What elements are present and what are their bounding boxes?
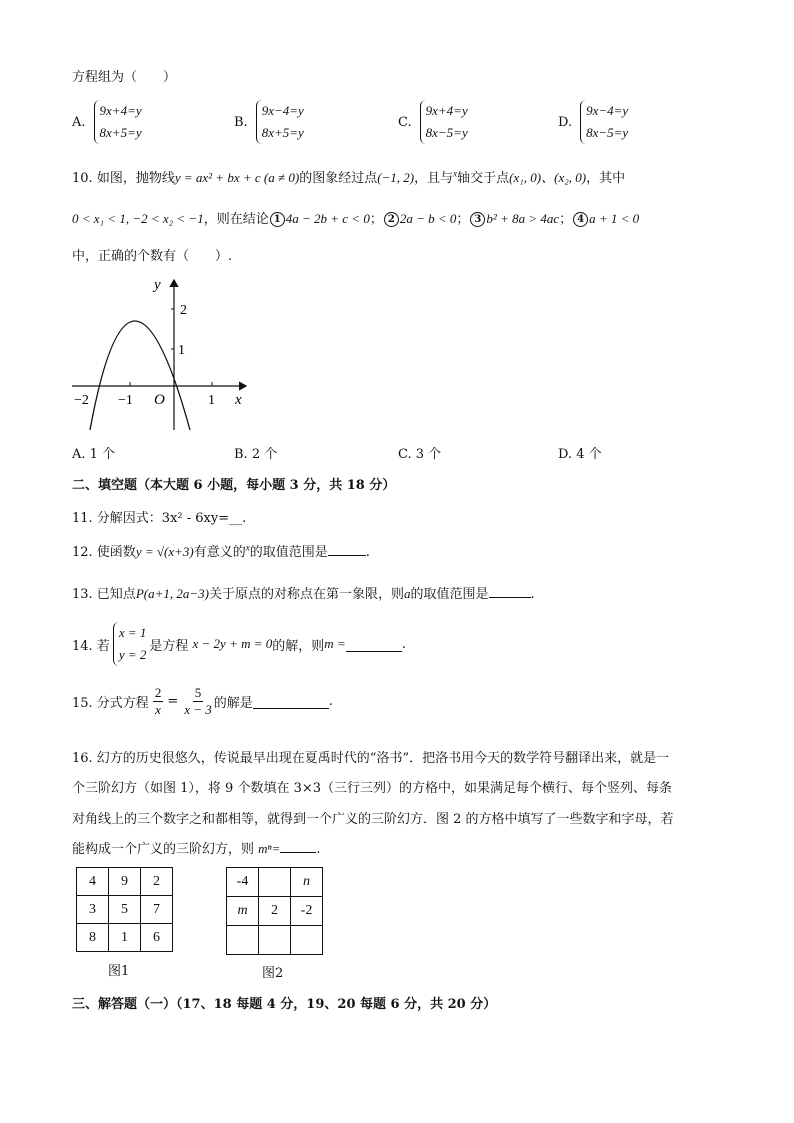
option-label: B. [234,114,248,130]
text: 如图，抛物线 [96,171,175,186]
answer-blank[interactable] [253,694,329,709]
circled-1: 1 [270,212,285,227]
conclusion-4: a + 1 < 0 [589,211,640,226]
answer-blank[interactable] [328,555,366,556]
section-2-heading: 二、填空题（本大题 6 小题，每小题 3 分，共 18 分） [72,478,396,493]
grid-cell [227,926,259,955]
q9-tail: 方程组为（ ） [72,70,177,85]
equation: 9x+4=y [425,103,468,118]
equation: 9x+4=y [99,103,142,118]
points-expr: (x₁, 0)、(x₂, 0) [509,170,587,185]
fraction [153,685,164,718]
q16-line2: 个三阶幻方（如图 1），将 9 个数填在 3×3（三行三列）的方格中，如果满足每个横行、每个竖列、每条 [72,781,673,796]
text: . [365,545,370,560]
text: 12. 使函数 [72,545,136,560]
q14 [72,622,406,666]
tick-label: 2 [180,303,187,318]
grid-cell: 4 [77,868,109,896]
equation: x − 2y + m = 0 [192,636,273,651]
answer-blank[interactable] [489,597,531,598]
text: 13. 已知点 [72,587,136,602]
equation: x = 1 [118,625,147,640]
text: 的取值范围是 [410,587,489,602]
option-label: C. [398,114,412,130]
fraction [182,685,214,718]
q16-line4 [72,838,321,857]
grid-cell: m [227,897,259,926]
text: ，其中 [586,171,626,186]
y-label: y [154,277,161,293]
grid-cell: 2 [141,868,173,896]
magic-square-figure-2 [226,867,323,955]
question-number: 10. [72,171,93,186]
grid-cell [259,926,291,955]
separator: ； [559,212,573,227]
text: 关于原点的对称点在第一象限，则 [208,587,404,602]
q10-line2 [72,208,639,227]
grid-cell: 1 [109,924,141,952]
grid-cell: 3 [77,896,109,924]
circled-3: 3 [470,212,485,227]
grid-cell [259,868,291,897]
text: 15. 分式方程 [72,696,149,711]
equation: 8x+5=y [261,125,304,140]
tick-label: 1 [208,393,215,408]
equation: y = 2 [118,647,147,662]
text: 有意义的 [193,545,246,560]
q10-option-b: B. 2 个 [234,447,278,462]
equation: 8x+5=y [99,125,142,140]
tick-label: −1 [118,393,133,408]
separator: ； [456,212,470,227]
x-var: x [245,542,250,553]
section-3-heading: 三、解答题（一）（17、18 每题 4 分，19、20 每题 6 分，共 20 分） [72,997,497,1012]
q9-option-b [234,100,304,144]
q9-option-d [558,100,628,144]
grid-cell: -4 [227,868,259,897]
text: 能构成一个广义的三阶幻方，则 [72,842,259,857]
equation: 9x−4=y [586,103,629,118]
grid-cell: 6 [141,924,173,952]
q15 [72,685,333,718]
text: 14. 若 [72,638,110,654]
circled-4: 4 [573,212,588,227]
answer-blank[interactable] [280,852,316,853]
conclusion-3: b² + 8a > 4ac [486,211,560,226]
function-expr: y = √(x+3) [135,544,194,559]
text: . [401,636,406,652]
text: 的图象经过点 [299,171,378,186]
tick-label: −2 [74,393,89,408]
grid-cell: 9 [109,868,141,896]
grid-cell: 2 [259,897,291,926]
q10-line3: 中，正确的个数有（ ）. [72,249,233,264]
conclusion-2: 2a − b < 0 [399,211,457,226]
magic-square-figure-1 [76,867,173,952]
text: . [316,842,321,857]
conclusion-1: 4a − 2b + c < 0 [285,211,370,226]
q9-option-a [72,100,142,144]
option-label: D. [558,114,573,130]
grid-cell: -2 [291,897,323,926]
grid-cell: 8 [77,924,109,952]
text: ，则在结论 [203,212,269,227]
numerator: 2 [154,685,162,700]
point-expr: P(a+1, 2a−3) [135,586,209,601]
figure-2-caption: 图2 [262,966,284,981]
numerator: 5 [194,685,202,700]
text: 轴交于点 [457,171,510,186]
q12 [72,541,370,560]
circled-2: 2 [384,212,399,227]
a-var: a [403,586,411,601]
q10-option-c: C. 3 个 [398,447,442,462]
denominator: x [155,702,161,717]
equals: = [167,694,179,709]
grid-cell [291,926,323,955]
equation: 8x−5=y [425,125,468,140]
q10-option-d: D. 4 个 [558,447,602,462]
point-expr: (−1, 2) [377,170,415,185]
grid-cell: 7 [141,896,173,924]
condition-expr: 0 < x₁ < 1, −2 < x₂ < −1 [72,211,204,226]
answer-blank[interactable] [346,637,402,652]
text: 的取值范围是 [249,545,328,560]
text: . [530,587,535,602]
option-label: A. [72,114,86,130]
separator: ； [369,212,383,227]
text: 的解是 [213,696,253,711]
m-var: m = [324,636,346,651]
q11: 11. 分解因式：3x² - 6xy=__. [72,511,247,526]
origin-label: O [154,392,165,408]
parabola-expr: y = ax² + bx + c (a ≠ 0) [174,170,300,185]
q10-option-a: A. 1 个 [72,447,116,462]
q16-line1: 16. 幻方的历史很悠久，传说最早出现在夏禹时代的“洛书”．把洛书用今天的数学符号翻译出来，就是一 [72,751,670,766]
q16-line3: 对角线上的三个数字之和都相等，就得到一个广义的三阶幻方．图 2 的方格中填写了一些数字和字母，若 [72,812,674,827]
text: 是方程 [149,638,189,654]
parabola-curve [90,321,190,430]
text: 的解，则 [272,638,325,654]
grid-cell: n [291,868,323,897]
q9-option-c [398,100,468,144]
q13 [72,583,535,602]
text: ，且与 [414,171,454,186]
tick-label: 1 [178,343,185,358]
parabola-graph [68,272,258,432]
equation: 9x−4=y [261,103,304,118]
x-var: x [453,168,458,179]
x-label: x [235,392,242,408]
grid-cell: 5 [109,896,141,924]
text: . [328,694,333,709]
figure-1-caption: 图1 [108,964,130,979]
denominator: x − 3 [184,702,212,717]
q10-line1 [72,167,625,186]
equation: 8x−5=y [586,125,629,140]
m-power-n: mⁿ= [258,841,281,856]
